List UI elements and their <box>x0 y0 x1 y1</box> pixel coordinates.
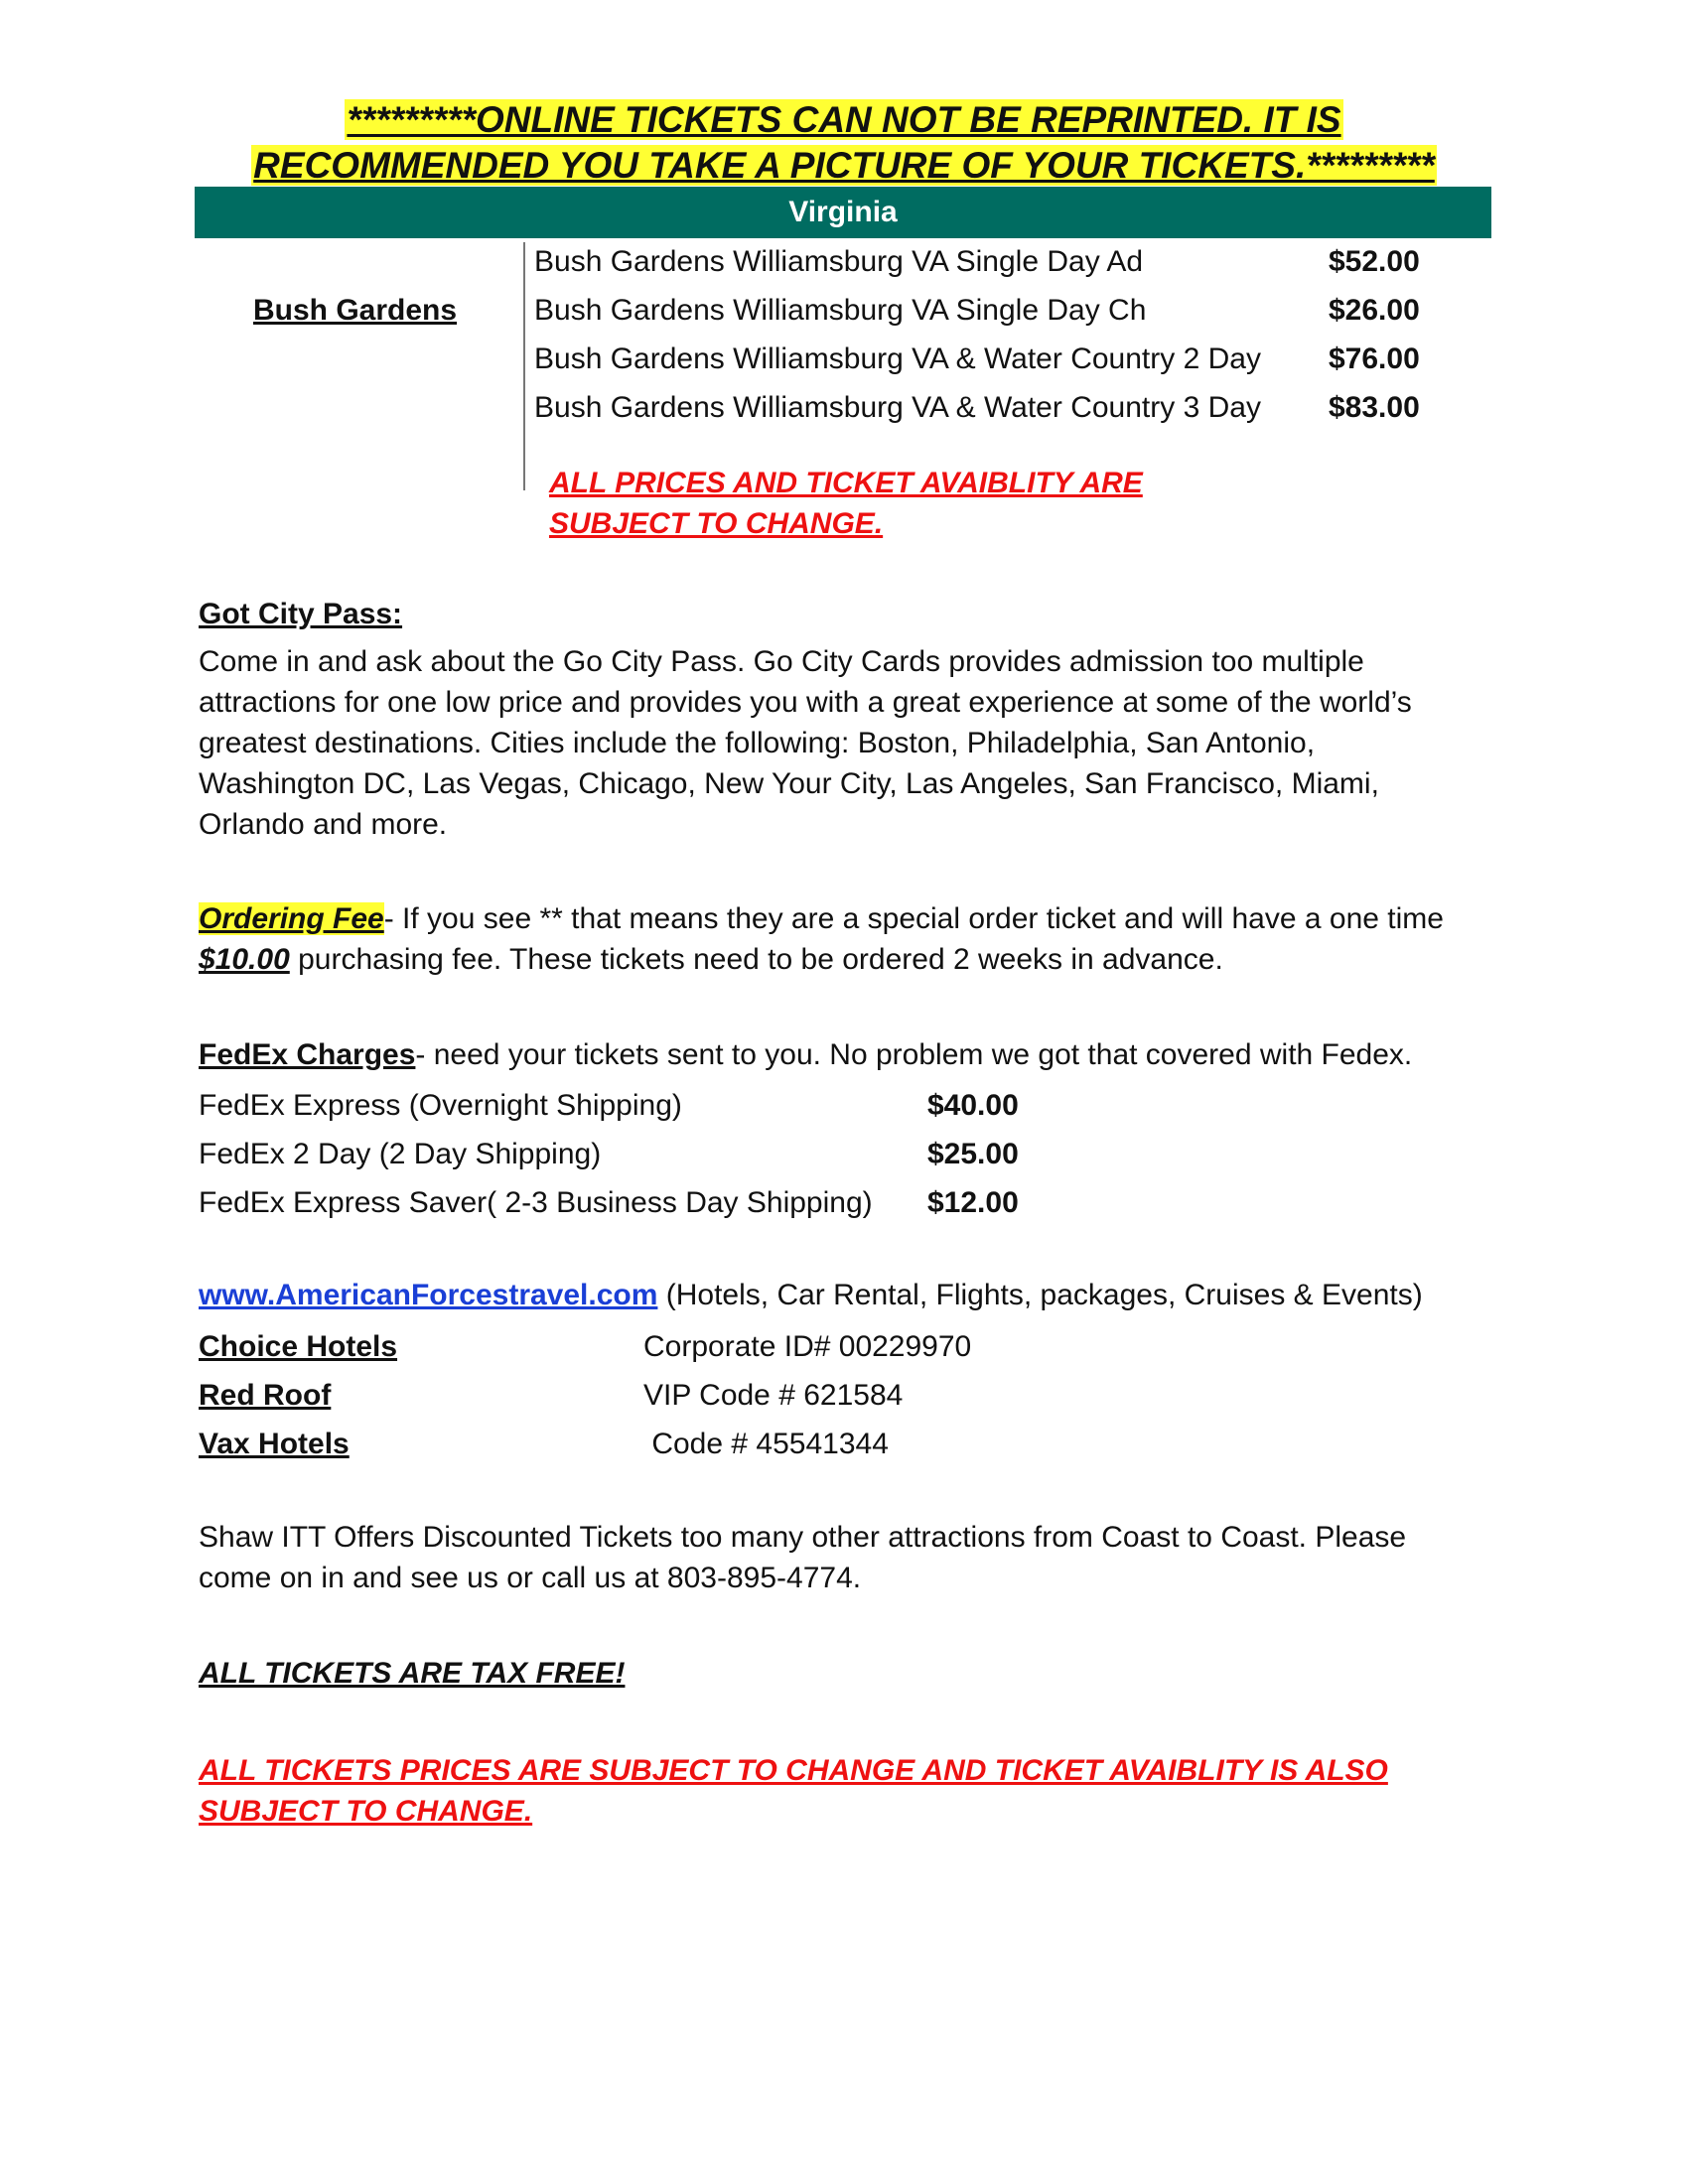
shaw-itt-section <box>199 1517 1406 1598</box>
city-pass-line-5: Orlando and more. <box>199 808 448 841</box>
discount-code-name: Red Roof <box>199 1379 332 1412</box>
final-note-line-2: SUBJECT TO CHANGE. <box>199 1795 533 1828</box>
shipping-option-row <box>199 1082 1092 1130</box>
shipping-option-row <box>199 1179 1092 1227</box>
shipping-option-name: FedEx Express (Overnight Shipping) <box>199 1089 682 1122</box>
final-price-change-note <box>199 1750 1388 1832</box>
discount-code-row <box>199 1323 1092 1371</box>
travel-link-description: (Hotels, Car Rental, Flights, packages, Cruises & Events) <box>657 1279 1423 1311</box>
discount-code-value: Code # 45541344 <box>643 1428 889 1460</box>
park-name: Bush Gardens <box>253 294 458 327</box>
tax-free-note: ALL TICKETS ARE TAX FREE! <box>199 1657 626 1690</box>
travel-section <box>199 1275 1423 1315</box>
city-pass-line-3: greatest destinations. Cities include the following: Boston, Philadelphia, San Antonio, <box>199 727 1316 759</box>
banner-line-1: *********ONLINE TICKETS CAN NOT BE REPRINTED. IT IS <box>347 99 1341 140</box>
shipping-option-price: $40.00 <box>927 1089 1019 1122</box>
ticket-name: Bush Gardens Williamsburg VA & Water Country 3 Day <box>534 391 1261 424</box>
shipping-option-price: $25.00 <box>927 1138 1019 1170</box>
shipping-option-name: FedEx Express Saver( 2-3 Business Day Shipping) <box>199 1186 873 1219</box>
city-pass-line-1: Come in and ask about the Go City Pass. Go City Cards provides admission too multiple <box>199 645 1364 678</box>
ticket-name: Bush Gardens Williamsburg VA Single Day Ad <box>534 245 1144 278</box>
price-change-note <box>549 463 1143 544</box>
ticket-row <box>534 238 1487 286</box>
banner-line-2: RECOMMENDED YOU TAKE A PICTURE OF YOUR TICKETS.********* <box>253 145 1435 186</box>
fedex-section <box>199 1034 1412 1075</box>
final-note-line-1: ALL TICKETS PRICES ARE SUBJECT TO CHANGE AND TICKET AVAIBLITY IS ALSO <box>199 1754 1388 1787</box>
ticket-row <box>534 384 1487 432</box>
ordering-fee-text-1: - If you see ** that means they are a special order ticket and will have a one time <box>383 902 1444 935</box>
ordering-fee-amount: $10.00 <box>199 943 290 976</box>
discount-code-name: Vax Hotels <box>199 1428 350 1460</box>
price-change-note-line-1: ALL PRICES AND TICKET AVAIBLITY ARE <box>549 467 1143 499</box>
shipping-option-price: $12.00 <box>927 1186 1019 1219</box>
american-forces-travel-link[interactable]: www.AmericanForcestravel.com <box>199 1279 658 1311</box>
discount-code-value: VIP Code # 621584 <box>643 1379 904 1412</box>
discount-code-value: Corporate ID# 00229970 <box>643 1330 972 1363</box>
ordering-fee-section <box>199 898 1444 980</box>
ticket-name: Bush Gardens Williamsburg VA Single Day Ch <box>534 294 1147 327</box>
shaw-itt-line-1: Shaw ITT Offers Discounted Tickets too many other attractions from Coast to Coast. Please <box>199 1521 1407 1554</box>
city-pass-heading: Got City Pass: <box>199 598 403 630</box>
fedex-intro: - need your tickets sent to you. No problem we got that covered with Fedex. <box>415 1038 1413 1071</box>
state-header: Virginia <box>195 187 1491 238</box>
shipping-option-row <box>199 1131 1092 1178</box>
ordering-fee-label: Ordering Fee <box>199 902 384 935</box>
discount-code-row <box>199 1372 1092 1420</box>
city-pass-line-2: attractions for one low price and provides you with a great experience at some of the world’s <box>199 686 1412 719</box>
shipping-option-name: FedEx 2 Day (2 Day Shipping) <box>199 1138 602 1170</box>
ticket-price: $76.00 <box>1329 342 1420 375</box>
ticket-row <box>534 336 1487 383</box>
column-divider <box>523 242 525 490</box>
city-pass-line-4: Washington DC, Las Vegas, Chicago, New Your City, Las Angeles, San Francisco, Miami, <box>199 767 1379 800</box>
discount-code-row <box>199 1421 1092 1468</box>
ticket-name: Bush Gardens Williamsburg VA & Water Country 2 Day <box>534 342 1261 375</box>
ticket-price: $83.00 <box>1329 391 1420 424</box>
shaw-itt-line-2: come on in and see us or call us at 803-895-4774. <box>199 1562 862 1594</box>
price-change-note-line-2: SUBJECT TO CHANGE. <box>549 507 884 540</box>
reprint-warning-banner <box>0 97 1688 189</box>
ticket-price: $26.00 <box>1329 294 1420 327</box>
discount-code-name: Choice Hotels <box>199 1330 398 1363</box>
fedex-heading: FedEx Charges <box>199 1038 416 1071</box>
ordering-fee-text-2: purchasing fee. These tickets need to be ordered 2 weeks in advance. <box>289 943 1223 976</box>
ticket-price: $52.00 <box>1329 245 1420 278</box>
city-pass-section <box>199 594 1412 845</box>
ticket-row <box>534 287 1487 335</box>
